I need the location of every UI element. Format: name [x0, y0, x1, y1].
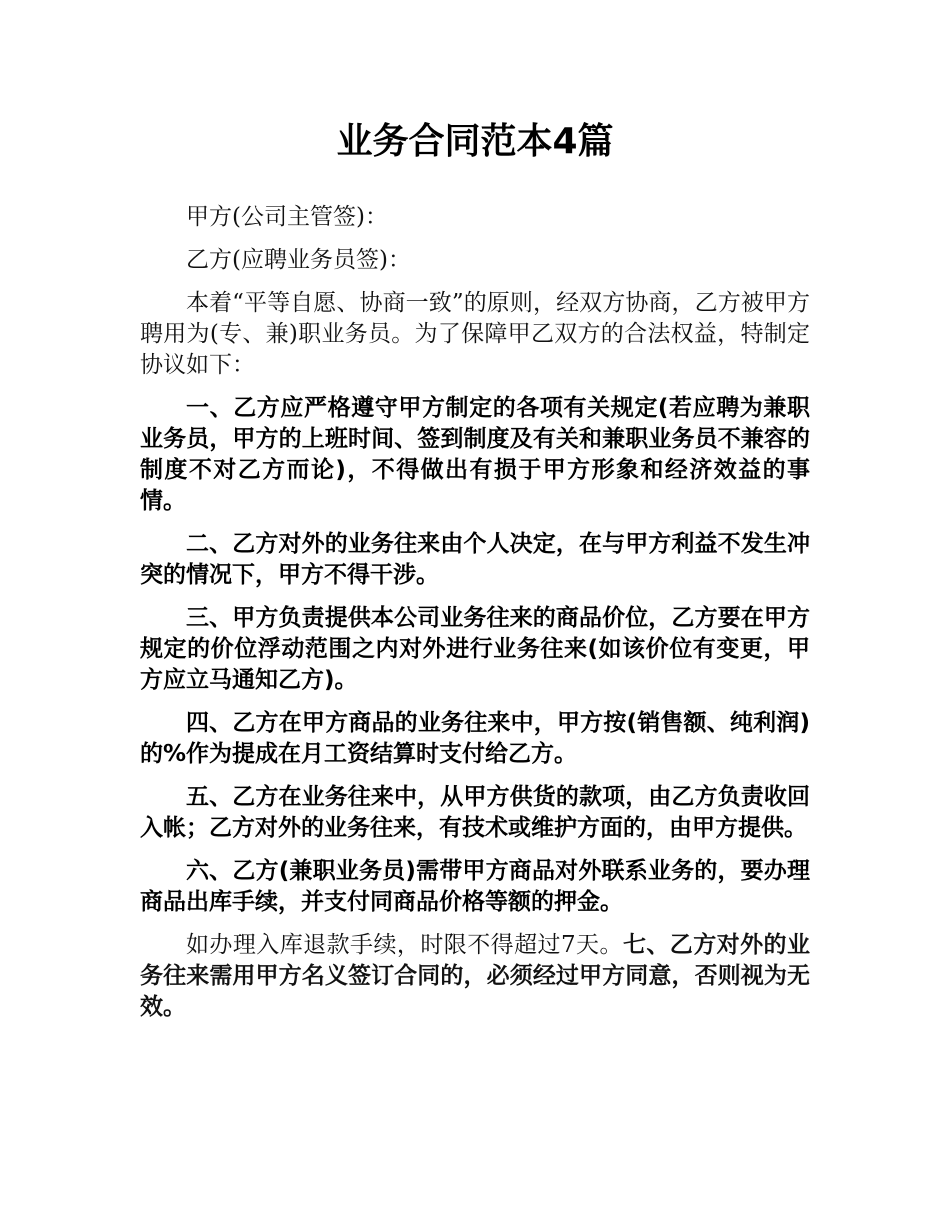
document-title: 业务合同范本4篇	[336, 121, 614, 162]
party-b-line: 乙方(应聘业务员签)：	[186, 247, 411, 273]
clause-3: 三、甲方负责提供本公司业务往来的商品价位，乙方要在甲方规定的价位浮动范围之内对外进行业务往来(如该价位有变更，甲方应立马通知乙方)。	[140, 605, 810, 693]
document-body	[140, 202, 810, 1035]
clause-7-paragraph	[140, 930, 810, 1023]
intro-paragraph: 本着“平等自愿、协商一致”的原则，经双方协商，乙方被甲方聘用为(专、兼)职业务员。为了保障甲乙双方的合法权益，特制定协议如下：	[140, 290, 810, 378]
clause-5: 五、乙方在业务往来中，从甲方供货的款项，由乙方负责收回入帐；乙方对外的业务往来，有技术或维护方面的，由甲方提供。	[140, 784, 810, 841]
clause-6: 六、乙方(兼职业务员)需带甲方商品对外联系业务的，要办理商品出库手续，并支付同商品价格等额的押金。	[140, 858, 810, 915]
clause-7: 七、乙方对外的业务往来需用甲方名义签订合同的，必须经过甲方同意，否则视为无效。	[140, 932, 810, 1020]
refund-note: 如办理入库退款手续，时限不得超过7天。	[186, 932, 623, 958]
clause-2: 二、乙方对外的业务往来由个人决定，在与甲方利益不发生冲突的情况下，甲方不得干涉。	[140, 531, 810, 588]
clause-1: 一、乙方应严格遵守甲方制定的各项有关规定(若应聘为兼职业务员，甲方的上班时间、签到制度及有关和兼职业务员不兼容的制度不对乙方而论)，不得做出有损于甲方形象和经济效益的事情。	[140, 395, 810, 514]
party-a-line: 甲方(公司主管签)：	[186, 204, 388, 230]
clause-4: 四、乙方在甲方商品的业务往来中，甲方按(销售额、纯利润)的%作为提成在月工资结算时支付给乙方。	[140, 710, 810, 767]
